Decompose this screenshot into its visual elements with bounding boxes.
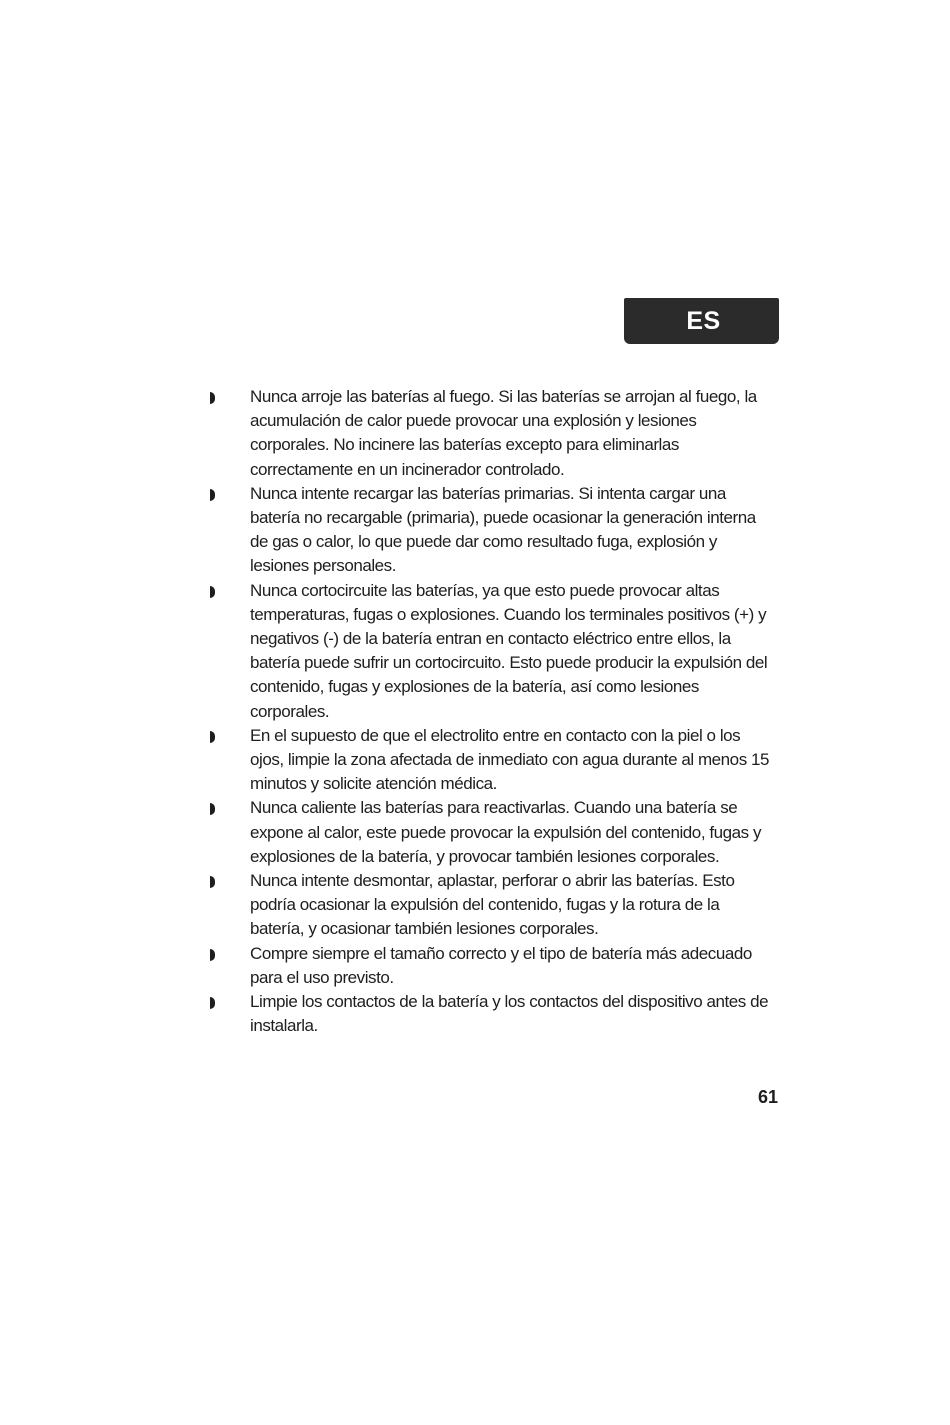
list-item [207,990,777,1038]
list-item-text: Nunca cortocircuite las baterías, ya que esto puede provocar altas temperaturas, fugas o explosiones. Cuando los terminales positivos (+) y negativos (-) de la batería entran en contacto eléctrico entre ellos, la batería puede sufrir un cortocircuito. Esto puede producir la expulsión del contenido, fugas y explosiones de la batería, así como lesiones corporales. [250,580,768,721]
language-tab-label: ES [686,306,721,335]
list-item-text: Nunca intente recargar las baterías primarias. Si intenta cargar una batería no recargable (primaria), puede ocasionar la generación interna de gas o calor, lo que puede dar como resultado fuga, explosión y lesiones personales. [250,483,756,576]
bullet-icon [210,949,215,961]
page-number: 61 [757,1087,778,1107]
list-item-text: Nunca arroje las baterías al fuego. Si las baterías se arrojan al fuego, la acumulación de calor puede provocar una explosión y lesiones corporales. No incinere las baterías excepto para eliminarlas correctamente en un incinerador controlado. [250,387,757,479]
list-item [207,724,777,797]
list-item-text: Nunca intente desmontar, aplastar, perforar o abrir las baterías. Esto podría ocasionar la expulsión del contenido, fugas y la rotura de la batería, y ocasionar también lesiones corporales. [250,871,735,939]
bullet-icon [210,586,215,598]
safety-warnings-list [207,385,777,1038]
bullet-icon [210,997,215,1009]
bullet-icon [210,876,215,888]
list-item-text: Nunca caliente las baterías para reactivarlas. Cuando una batería se expone al calor, este puede provocar la expulsión del contenido, fugas y explosiones de la batería, y provocar también lesiones corporales. [250,798,762,866]
list-item [207,482,777,579]
list-item-text: Limpie los contactos de la batería y los contactos del dispositivo antes de instalarla. [250,992,769,1036]
list-item-text: En el supuesto de que el electrolito entre en contacto con la piel o los ojos, limpie la zona afectada de inmediato con agua durante al menos 15 minutos y solicite atención médica. [250,725,770,794]
bullet-icon [210,731,215,743]
language-tab [624,298,779,344]
bullet-icon [210,392,215,404]
list-item [207,869,777,942]
list-item [207,579,777,724]
list-item-text: Compre siempre el tamaño correcto y el tipo de batería más adecuado para el uso previsto. [250,943,752,987]
bullet-icon [210,489,215,501]
list-item [207,796,777,869]
list-item [207,385,777,482]
list-item [207,942,777,990]
bullet-icon [210,803,215,815]
